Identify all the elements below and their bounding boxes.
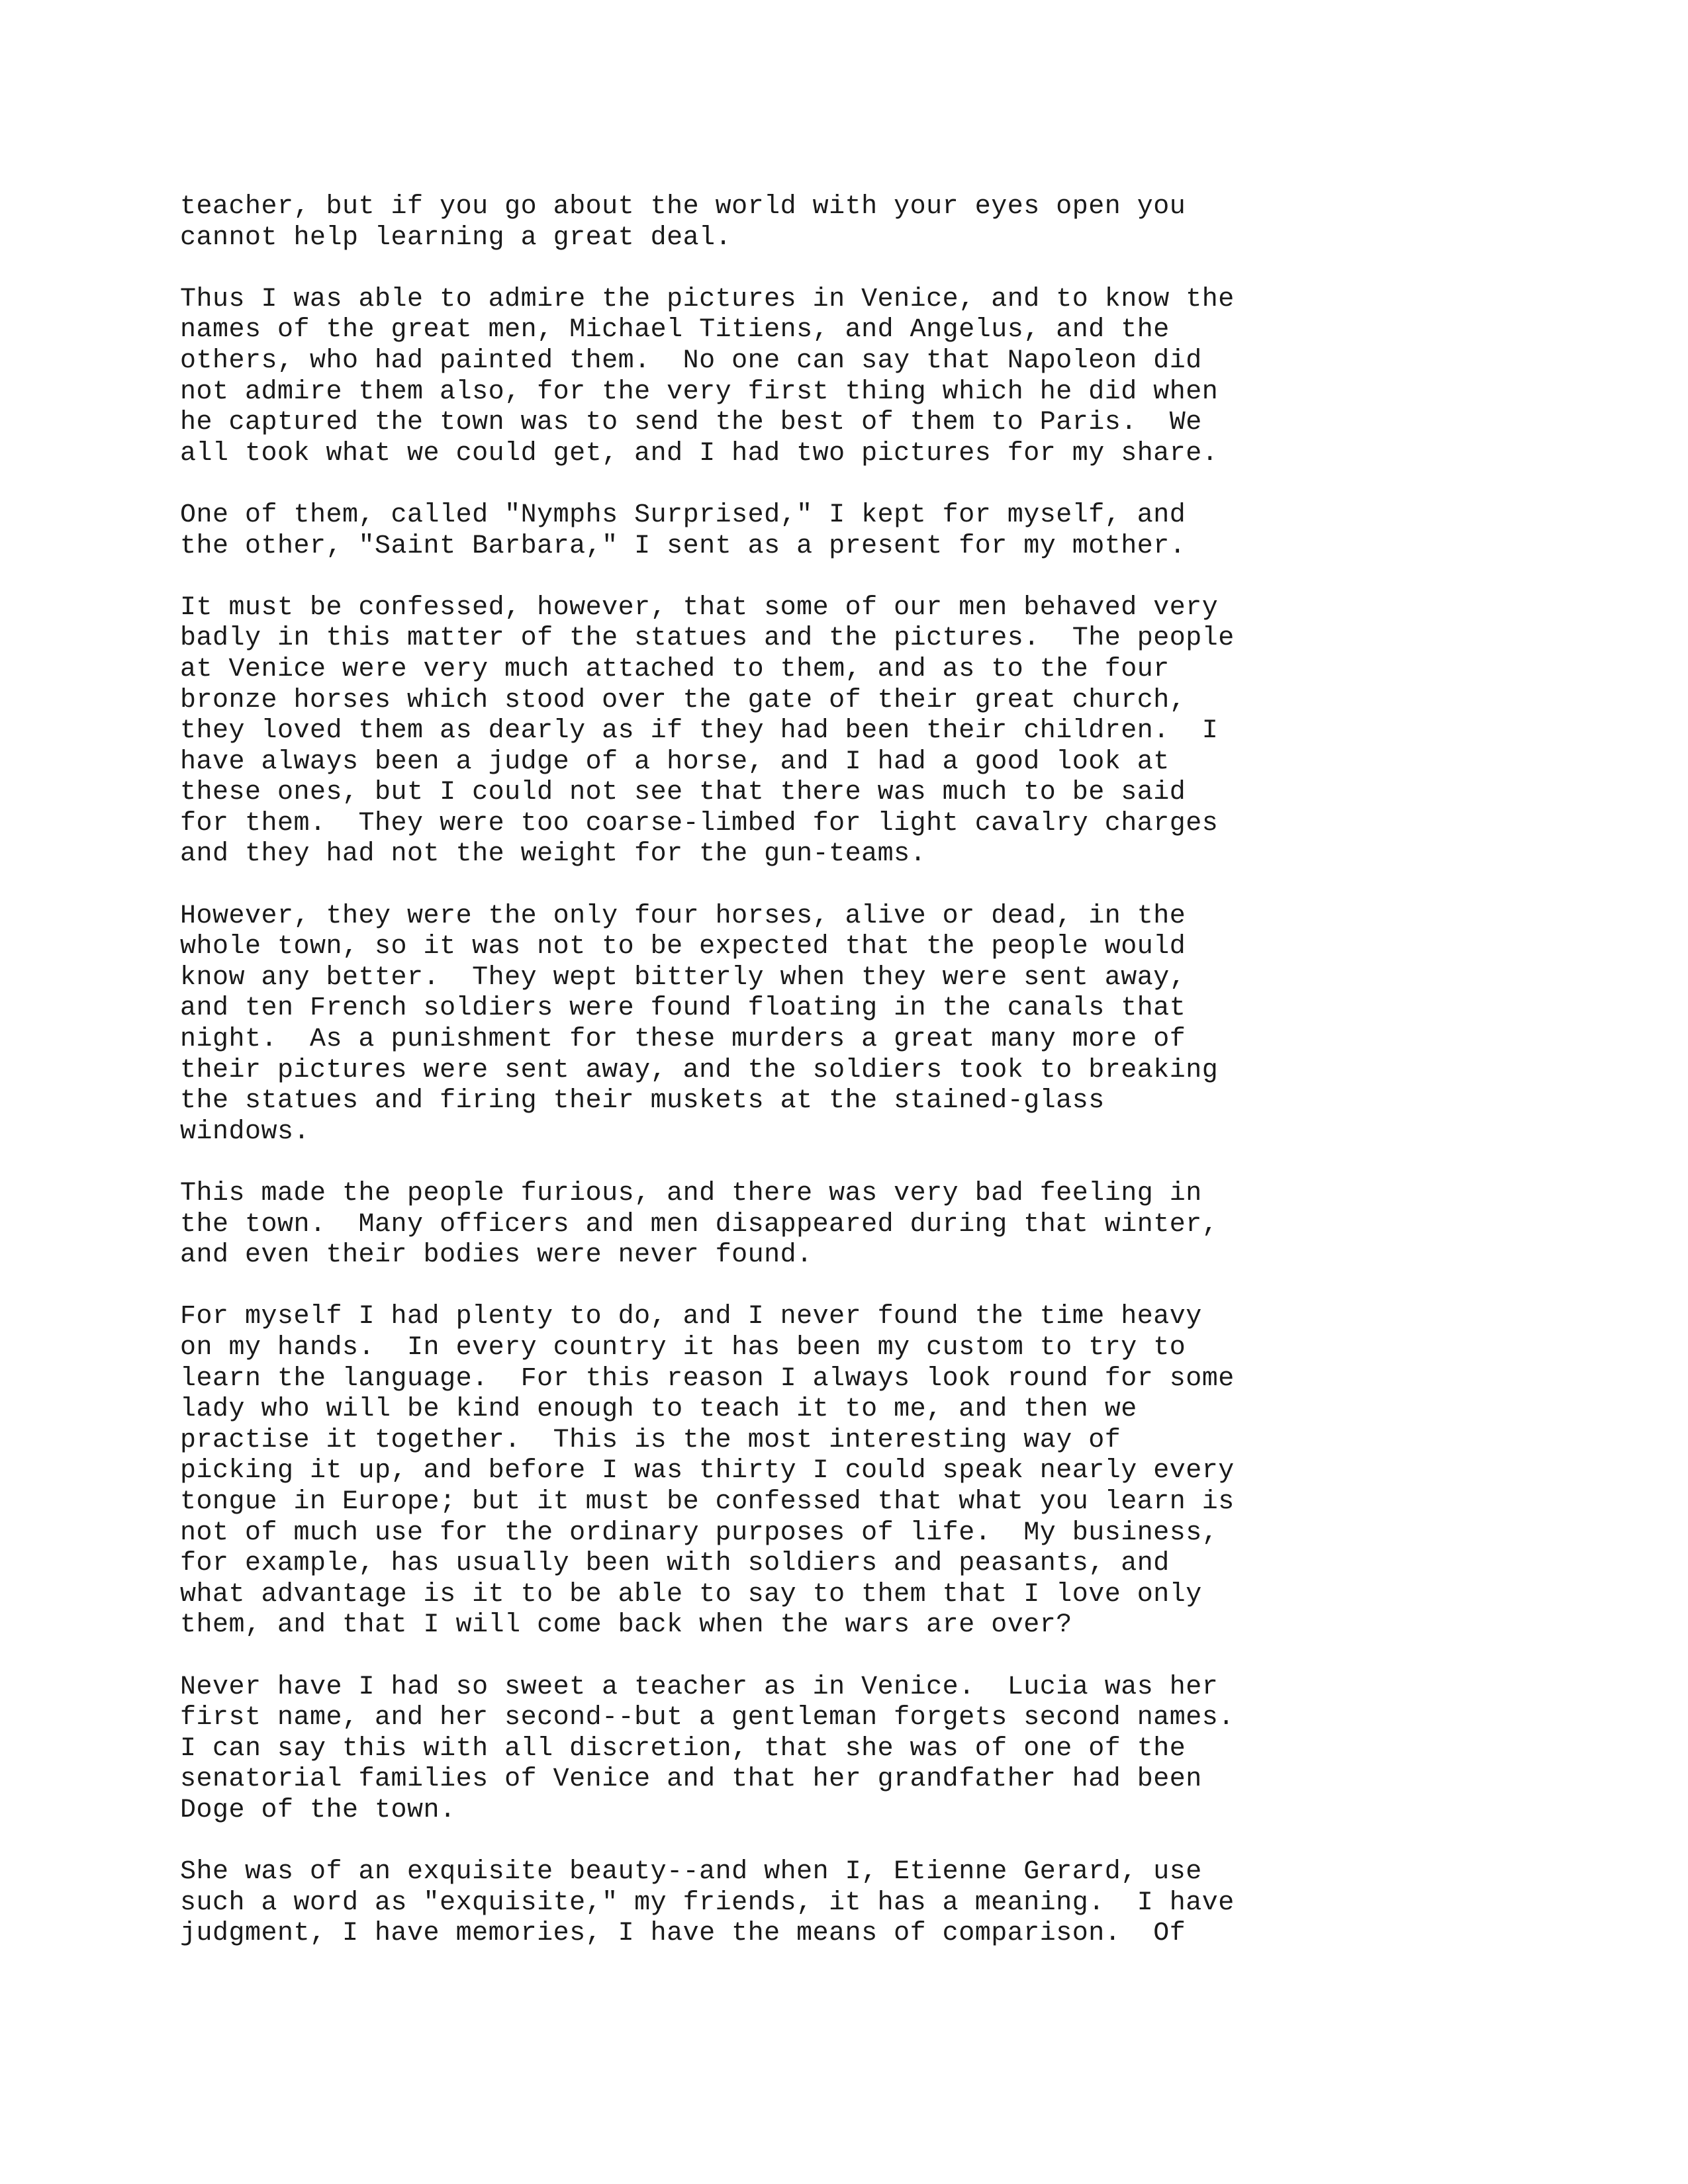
text-line: for example, has usually been with soldiers and peasants, and <box>180 1549 1170 1579</box>
text-line: lady who will be kind enough to teach it to me, and then we <box>180 1394 1137 1425</box>
text-line: and ten French soldiers were found floating in the canals that <box>180 993 1186 1024</box>
text-line: names of the great men, Michael Titiens, and Angelus, and the <box>180 315 1170 345</box>
paragraph-9 <box>180 1857 1570 1950</box>
text-line: Never have I had so sweet a teacher as in Venice. Lucia was her <box>180 1672 1219 1702</box>
text-line: However, they were the only four horses, alive or dead, in the <box>180 901 1186 931</box>
document-page <box>180 192 1570 1980</box>
text-line: She was of an exquisite beauty--and when I, Etienne Gerard, use <box>180 1857 1202 1888</box>
paragraph-4 <box>180 593 1570 870</box>
paragraph-1 <box>180 192 1570 253</box>
text-line: all took what we could get, and I had two pictures for my share. <box>180 438 1219 469</box>
paragraph-7 <box>180 1302 1570 1641</box>
text-line: he captured the town was to send the best of them to Paris. We <box>180 408 1202 438</box>
text-line: and even their bodies were never found. <box>180 1240 813 1271</box>
text-line: cannot help learning a great deal. <box>180 222 732 253</box>
paragraph-8 <box>180 1672 1570 1827</box>
text-line: bronze horses which stood over the gate of their great church, <box>180 685 1186 715</box>
text-line: teacher, but if you go about the world with your eyes open you <box>180 192 1186 222</box>
text-line: have always been a judge of a horse, and I had a good look at <box>180 747 1170 777</box>
text-line: It must be confessed, however, that some of our men behaved very <box>180 592 1219 623</box>
text-line: One of them, called "Nymphs Surprised," I kept for myself, and <box>180 500 1186 530</box>
text-line: I can say this with all discretion, that she was of one of the <box>180 1733 1186 1764</box>
text-line: the town. Many officers and men disappeared during that winter, <box>180 1209 1219 1240</box>
text-line: these ones, but I could not see that there was much to be said <box>180 778 1186 808</box>
text-line: them, and that I will come back when the wars are over? <box>180 1610 1072 1641</box>
text-line: for them. They were too coarse-limbed for light cavalry charges <box>180 808 1219 839</box>
paragraph-3 <box>180 500 1570 562</box>
text-line: the statues and firing their muskets at the stained-glass <box>180 1086 1105 1116</box>
text-line: practise it together. This is the most interesting way of <box>180 1425 1121 1455</box>
text-line: tongue in Europe; but it must be confessed that what you learn is <box>180 1486 1235 1517</box>
paragraph-2 <box>180 285 1570 470</box>
text-line: not of much use for the ordinary purposes of life. My business, <box>180 1518 1219 1548</box>
text-line: others, who had painted them. No one can say that Napoleon did <box>180 345 1202 376</box>
text-line: badly in this matter of the statues and the pictures. The people <box>180 623 1235 654</box>
text-line: Thus I was able to admire the pictures in Venice, and to know the <box>180 284 1235 314</box>
text-line: the other, "Saint Barbara," I sent as a present for my mother. <box>180 531 1186 561</box>
text-line: first name, and her second--but a gentleman forgets second names. <box>180 1703 1235 1733</box>
paragraph-5 <box>180 901 1570 1148</box>
text-line: their pictures were sent away, and the soldiers took to breaking <box>180 1055 1219 1085</box>
text-line: know any better. They wept bitterly when they were sent away, <box>180 962 1186 993</box>
paragraph-6 <box>180 1179 1570 1271</box>
text-line: on my hands. In every country it has been my custom to try to <box>180 1332 1186 1363</box>
text-line: For myself I had plenty to do, and I never found the time heavy <box>180 1302 1202 1332</box>
text-line: windows. <box>180 1116 310 1147</box>
text-line: night. As a punishment for these murders a great many more of <box>180 1024 1186 1055</box>
text-line: they loved them as dearly as if they had been their children. I <box>180 716 1219 747</box>
text-line: not admire them also, for the very first thing which he did when <box>180 377 1219 407</box>
text-line: This made the people furious, and there was very bad feeling in <box>180 1179 1202 1208</box>
text-line: whole town, so it was not to be expected that the people would <box>180 932 1186 962</box>
text-line: judgment, I have memories, I have the means of comparison. Of <box>180 1919 1186 1949</box>
text-line: such a word as "exquisite," my friends, it has a meaning. I have <box>180 1888 1235 1918</box>
text-line: and they had not the weight for the gun-teams. <box>180 839 927 870</box>
text-line: picking it up, and before I was thirty I could speak nearly every <box>180 1456 1235 1486</box>
text-line: learn the language. For this reason I always look round for some <box>180 1363 1235 1394</box>
text-line: what advantage is it to be able to say to them that I love only <box>180 1579 1202 1610</box>
text-line: senatorial families of Venice and that her grandfather had been <box>180 1764 1202 1795</box>
text-line: Doge of the town. <box>180 1795 456 1825</box>
text-line: at Venice were very much attached to them, and as to the four <box>180 654 1170 684</box>
